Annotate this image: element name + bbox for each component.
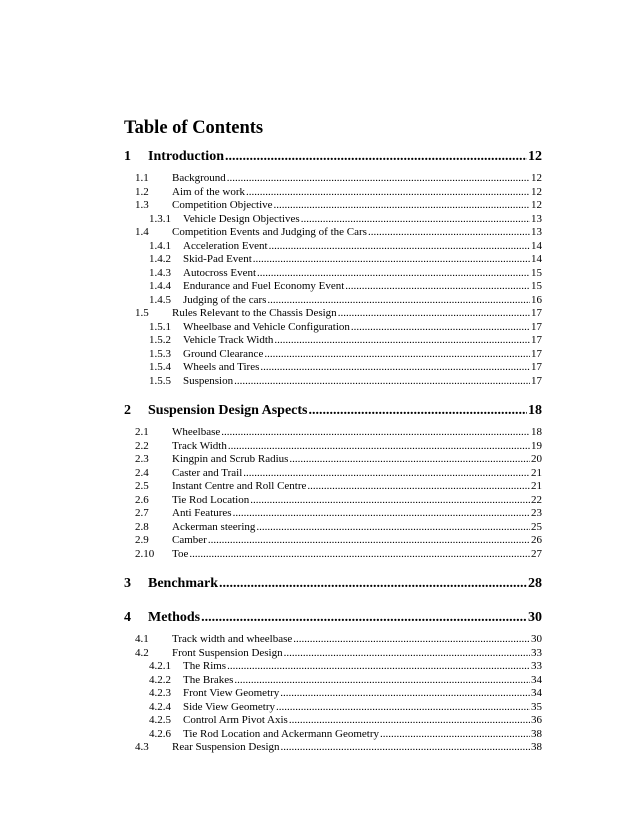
toc-entry-2-1[interactable] [124, 426, 542, 440]
dot-leader [225, 146, 527, 168]
toc-entry-page: 33 [531, 646, 542, 659]
toc-entry-4-2-5[interactable] [124, 714, 542, 728]
dot-leader [264, 348, 530, 362]
toc-entry-4-2-4[interactable] [124, 701, 542, 715]
toc-entry-2-2[interactable] [124, 440, 542, 454]
dot-leader [368, 226, 530, 240]
toc-entry-number: 1.4.2 [149, 253, 171, 265]
toc-entry-number: 4.2.4 [149, 700, 171, 713]
toc-entry-label: Acceleration Event [183, 239, 268, 252]
toc-entry-1-1[interactable] [124, 172, 542, 186]
toc-entry-number: 1.5 [135, 307, 149, 319]
toc-entry-number: 1.4 [135, 226, 149, 238]
toc-entry-page: 21 [531, 466, 542, 479]
toc-entry-number: 1.5.5 [149, 374, 171, 387]
toc-entry-1-5-2[interactable] [124, 334, 542, 348]
toc-entry-page: 30 [531, 633, 542, 645]
toc-entry-number: 1.4.4 [149, 280, 171, 292]
toc-entry-number: 1.1 [135, 172, 149, 184]
toc-entry-page: 14 [531, 239, 542, 252]
toc-entry-page: 27 [531, 547, 542, 560]
toc-entry-number: 2.3 [135, 453, 149, 465]
toc-entry-label: Rear Suspension Design [172, 741, 280, 753]
toc-entry-label: Ackerman steering [172, 520, 256, 533]
toc-entry-page: 23 [531, 507, 542, 519]
toc-entry-page: 12 [528, 149, 542, 164]
dot-leader [219, 573, 527, 595]
toc-entry-label: Wheelbase [172, 426, 221, 438]
toc-entry-label: Introduction [148, 149, 224, 164]
toc-entry-number: 3 [124, 576, 131, 591]
toc-entry-page: 18 [528, 403, 542, 418]
toc-entry-page: 34 [531, 673, 542, 686]
dot-leader [380, 728, 530, 742]
toc-entries [124, 146, 542, 755]
toc-entry-1-5-1[interactable] [124, 321, 542, 335]
toc-entry-number: 4.2.1 [149, 660, 171, 672]
toc-entry-page: 19 [531, 439, 542, 452]
dot-leader [281, 741, 530, 755]
dot-leader [250, 494, 530, 508]
dot-leader [274, 199, 530, 213]
toc-entry-page: 12 [531, 199, 542, 211]
toc-entry-2[interactable] [124, 400, 542, 422]
toc-entry-label: Tie Rod Location and Ackermann Geometry [183, 727, 380, 740]
dot-leader [284, 647, 530, 661]
toc-entry-label: Tie Rod Location [172, 493, 250, 506]
dot-leader [243, 467, 530, 481]
toc-entry-number: 4.2.2 [149, 673, 171, 686]
toc-entry-1-5-3[interactable] [124, 348, 542, 362]
toc-entry-2-10[interactable] [124, 548, 542, 562]
toc-title: Table of Contents [124, 118, 264, 138]
toc-entry-2-9[interactable] [124, 534, 542, 548]
toc-entry-page: 35 [531, 700, 542, 713]
toc-entry-2-4[interactable] [124, 467, 542, 481]
toc-entry-number: 1.3 [135, 199, 149, 211]
toc-entry-number: 1.4.3 [149, 266, 171, 279]
toc-entry-number: 2.5 [135, 480, 149, 492]
toc-entry-number: 1.5.1 [149, 320, 171, 333]
toc-entry-2-5[interactable] [124, 480, 542, 494]
toc-entry-label: Side View Geometry [183, 700, 276, 713]
toc-entry-page: 21 [531, 480, 542, 492]
toc-entry-label: Judging of the cars [183, 293, 267, 306]
toc-entry-number: 2 [124, 403, 131, 418]
toc-entry-number: 1.5.4 [149, 361, 171, 373]
toc-entry-1-5-5[interactable] [124, 375, 542, 389]
toc-entry-label: Autocross Event [183, 266, 257, 279]
dot-leader [289, 714, 530, 728]
toc-entry-number: 1 [124, 149, 131, 164]
toc-entry-4-2-6[interactable] [124, 728, 542, 742]
dot-leader [208, 534, 530, 548]
toc-entry-number: 4.2 [135, 646, 149, 659]
toc-entry-1-4[interactable] [124, 226, 542, 240]
toc-entry-2-3[interactable] [124, 453, 542, 467]
toc-entry-number: 2.1 [135, 426, 149, 438]
toc-entry-1-4-3[interactable] [124, 267, 542, 281]
toc-entry-label: Kingpin and Scrub Radius [172, 453, 289, 465]
toc-entry-label: Front Suspension Design [172, 646, 283, 659]
toc-entry-label: Ground Clearance [183, 347, 264, 360]
toc-entry-number: 4.3 [135, 741, 149, 753]
toc-entry-label: Wheelbase and Vehicle Configuration [183, 320, 350, 333]
toc-entry-label: Rules Relevant to the Chassis Design [172, 307, 337, 319]
toc-entry-label: Control Arm Pivot Axis [183, 714, 288, 726]
dot-leader [276, 701, 530, 715]
toc-entry-2-6[interactable] [124, 494, 542, 508]
toc-entry-1-2[interactable] [124, 186, 542, 200]
toc-entry-label: Vehicle Track Width [183, 334, 274, 346]
dot-leader [257, 267, 530, 281]
toc-entry-label: Suspension Design Aspects [148, 403, 308, 418]
toc-entry-page: 17 [531, 347, 542, 360]
dot-leader [289, 453, 530, 467]
toc-entry-label: Background [172, 172, 226, 184]
toc-entry-page: 17 [531, 307, 542, 319]
dot-leader [228, 440, 530, 454]
toc-entry-1-4-4[interactable] [124, 280, 542, 294]
toc-entry-page: 30 [528, 610, 542, 625]
toc-entry-1-5-4[interactable] [124, 361, 542, 375]
toc-entry-label: Competition Events and Judging of the Cars [172, 226, 367, 238]
toc-entry-page: 33 [531, 660, 542, 672]
dot-leader [221, 426, 530, 440]
toc-entry-number: 2.9 [135, 534, 149, 546]
toc-entry-page: 12 [531, 172, 542, 184]
toc-entry-label: Methods [148, 610, 201, 625]
toc-entry-number: 4.1 [135, 633, 149, 645]
toc-entry-number: 1.4.1 [149, 239, 171, 252]
toc-entry-number: 1.2 [135, 185, 149, 198]
dot-leader [351, 321, 530, 335]
toc-entry-page: 28 [528, 576, 542, 591]
toc-entry-number: 2.6 [135, 493, 149, 506]
toc-entry-number: 1.5.2 [149, 334, 171, 346]
toc-entry-page: 17 [531, 361, 542, 373]
toc-entry-4[interactable] [124, 607, 542, 629]
toc-entry-3[interactable] [124, 573, 542, 595]
toc-entry-page: 15 [531, 266, 542, 279]
toc-entry-number: 1.4.5 [149, 293, 171, 306]
toc-entry-page: 15 [531, 280, 542, 292]
toc-entry-page: 18 [531, 426, 542, 438]
toc-entry-number: 1.3.1 [149, 212, 171, 225]
toc-entry-number: 1.5.3 [149, 347, 171, 360]
toc-entry-page: 26 [531, 534, 542, 546]
toc-entry-label: Suspension [183, 374, 234, 387]
dot-leader [246, 186, 530, 200]
toc-entry-page: 14 [531, 253, 542, 265]
toc-entry-4-1[interactable] [124, 633, 542, 647]
toc-entry-page: 22 [531, 493, 542, 506]
dot-leader [227, 172, 530, 186]
toc-entry-number: 2.4 [135, 466, 149, 479]
toc-entry-label: The Rims [183, 660, 227, 672]
toc-entry-label: The Brakes [183, 673, 234, 686]
toc-entry-page: 17 [531, 320, 542, 333]
dot-leader [307, 480, 530, 494]
toc-entry-label: Endurance and Fuel Economy Event [183, 280, 345, 292]
toc-entry-number: 4.2.3 [149, 687, 171, 699]
toc-entry-label: Track Width [172, 439, 227, 452]
toc-entry-label: Competition Objective [172, 199, 273, 211]
table-of-contents [124, 116, 542, 755]
toc-entry-page: 20 [531, 453, 542, 465]
toc-entry-1-5[interactable] [124, 307, 542, 321]
toc-entry-2-8[interactable] [124, 521, 542, 535]
toc-entry-page: 16 [531, 293, 542, 306]
dot-leader [269, 240, 530, 254]
toc-entry-label: Caster and Trail [172, 466, 243, 479]
toc-entry-label: Camber [172, 534, 207, 546]
dot-leader [293, 633, 530, 647]
dot-leader [280, 687, 530, 701]
toc-entry-4-2-3[interactable] [124, 687, 542, 701]
toc-entry-2-7[interactable] [124, 507, 542, 521]
dot-leader [345, 280, 530, 294]
toc-entry-number: 2.2 [135, 439, 149, 452]
toc-entry-page: 12 [531, 185, 542, 198]
toc-entry-label: Wheels and Tires [183, 361, 260, 373]
toc-entry-page: 36 [531, 714, 542, 726]
toc-entry-label: Vehicle Design Objectives [183, 212, 300, 225]
toc-entry-4-2-1[interactable] [124, 660, 542, 674]
toc-entry-page: 34 [531, 687, 542, 699]
toc-entry-4-3[interactable] [124, 741, 542, 755]
toc-entry-label: Benchmark [148, 576, 218, 591]
dot-leader [234, 375, 530, 389]
dot-leader [309, 400, 528, 422]
dot-leader [274, 334, 530, 348]
toc-entry-number: 2.8 [135, 520, 149, 533]
toc-entry-number: 4.2.5 [149, 714, 171, 726]
toc-entry-number: 4.2.6 [149, 727, 171, 740]
dot-leader [201, 607, 527, 629]
toc-entry-number: 4 [124, 610, 131, 625]
toc-entry-label: Front View Geometry [183, 687, 280, 699]
dot-leader [253, 253, 530, 267]
toc-entry-1-4-5[interactable] [124, 294, 542, 308]
toc-entry-1[interactable] [124, 146, 542, 168]
dot-leader [267, 294, 530, 308]
toc-entry-1-3[interactable] [124, 199, 542, 213]
dot-leader [227, 660, 530, 674]
dot-leader [233, 507, 530, 521]
toc-entry-page: 25 [531, 520, 542, 533]
toc-entry-4-2-2[interactable] [124, 674, 542, 688]
toc-entry-1-4-2[interactable] [124, 253, 542, 267]
toc-entry-label: Instant Centre and Roll Centre [172, 480, 307, 492]
toc-entry-label: Aim of the work [172, 185, 246, 198]
dot-leader [301, 213, 530, 227]
toc-entry-1-4-1[interactable] [124, 240, 542, 254]
dot-leader [234, 674, 530, 688]
toc-entry-number: 2.10 [135, 547, 155, 560]
toc-entry-number: 2.7 [135, 507, 149, 519]
toc-entry-page: 17 [531, 374, 542, 387]
dot-leader [256, 521, 530, 535]
toc-entry-label: Toe [172, 547, 189, 560]
toc-entry-page: 17 [531, 334, 542, 346]
toc-entry-page: 13 [531, 212, 542, 225]
toc-entry-page: 13 [531, 226, 542, 238]
dot-leader [189, 548, 530, 562]
toc-entry-label: Skid-Pad Event [183, 253, 252, 265]
dot-leader [260, 361, 530, 375]
toc-entry-page: 38 [531, 741, 542, 753]
toc-entry-label: Track width and wheelbase [172, 633, 293, 645]
toc-entry-page: 38 [531, 727, 542, 740]
toc-entry-4-2[interactable] [124, 647, 542, 661]
dot-leader [338, 307, 530, 321]
toc-entry-1-3-1[interactable] [124, 213, 542, 227]
toc-entry-label: Anti Features [172, 507, 232, 519]
